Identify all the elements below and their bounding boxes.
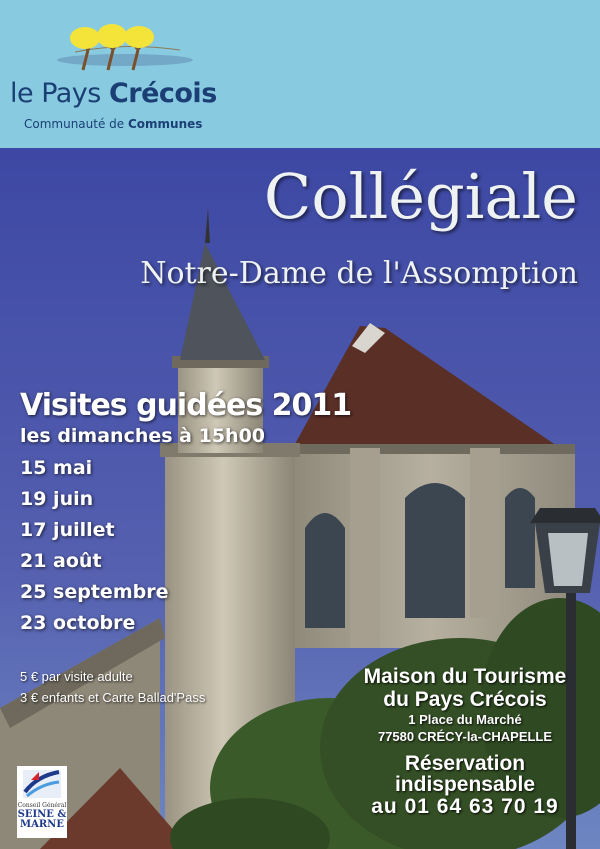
reservation-line2: indispensable bbox=[394, 773, 536, 796]
brand-name-part1: le Pays bbox=[10, 78, 109, 109]
brand-tagline bbox=[24, 117, 202, 131]
brand-name-part2: Crécois bbox=[108, 78, 217, 109]
brand-name bbox=[10, 78, 217, 109]
tagline-part2: Communes bbox=[128, 117, 203, 131]
contact-address-line1: 1 Place du Marché bbox=[408, 712, 522, 727]
trees-logo-icon bbox=[55, 20, 195, 80]
cg-logo-line3: MARNE bbox=[20, 819, 64, 830]
page-subtitle: Notre-Dame de l'Assomption bbox=[140, 256, 578, 291]
date-item: 25 septembre bbox=[20, 581, 169, 603]
prices-info bbox=[20, 666, 205, 708]
date-item: 23 octobre bbox=[20, 612, 136, 634]
contact-name-line1: Maison du Tourisme bbox=[363, 665, 567, 688]
visits-section bbox=[20, 388, 351, 639]
price-children: 3 € enfants et Carte Ballad'Pass bbox=[20, 690, 206, 705]
contact-name-line2: du Pays Crécois bbox=[383, 688, 547, 711]
reservation-line1: Réservation bbox=[404, 752, 526, 775]
seine-et-marne-logo bbox=[17, 766, 67, 838]
visits-subtitle: les dimanches à 15h00 bbox=[20, 425, 266, 447]
contact-block bbox=[320, 665, 600, 819]
date-item: 21 août bbox=[20, 550, 102, 572]
phone-number: au 01 64 63 70 19 bbox=[371, 795, 559, 818]
visits-title: Visites guidées 2011 bbox=[20, 388, 352, 423]
contact-address-line2: 77580 CRÉCY-la-CHAPELLE bbox=[377, 729, 553, 744]
date-item: 17 juillet bbox=[20, 519, 115, 541]
date-item: 19 juin bbox=[20, 488, 94, 510]
tagline-part1: Communauté de bbox=[24, 117, 128, 131]
date-item: 15 mai bbox=[20, 457, 93, 479]
price-adult: 5 € par visite adulte bbox=[20, 669, 133, 684]
page-title: Collégiale bbox=[263, 160, 578, 233]
seine-et-marne-emblem-icon bbox=[17, 766, 67, 802]
dates-list bbox=[20, 453, 351, 639]
header-band bbox=[0, 0, 600, 148]
cg-logo-line2: SEINE & bbox=[17, 809, 67, 820]
cg-logo-line1: Conseil Général bbox=[17, 802, 67, 809]
